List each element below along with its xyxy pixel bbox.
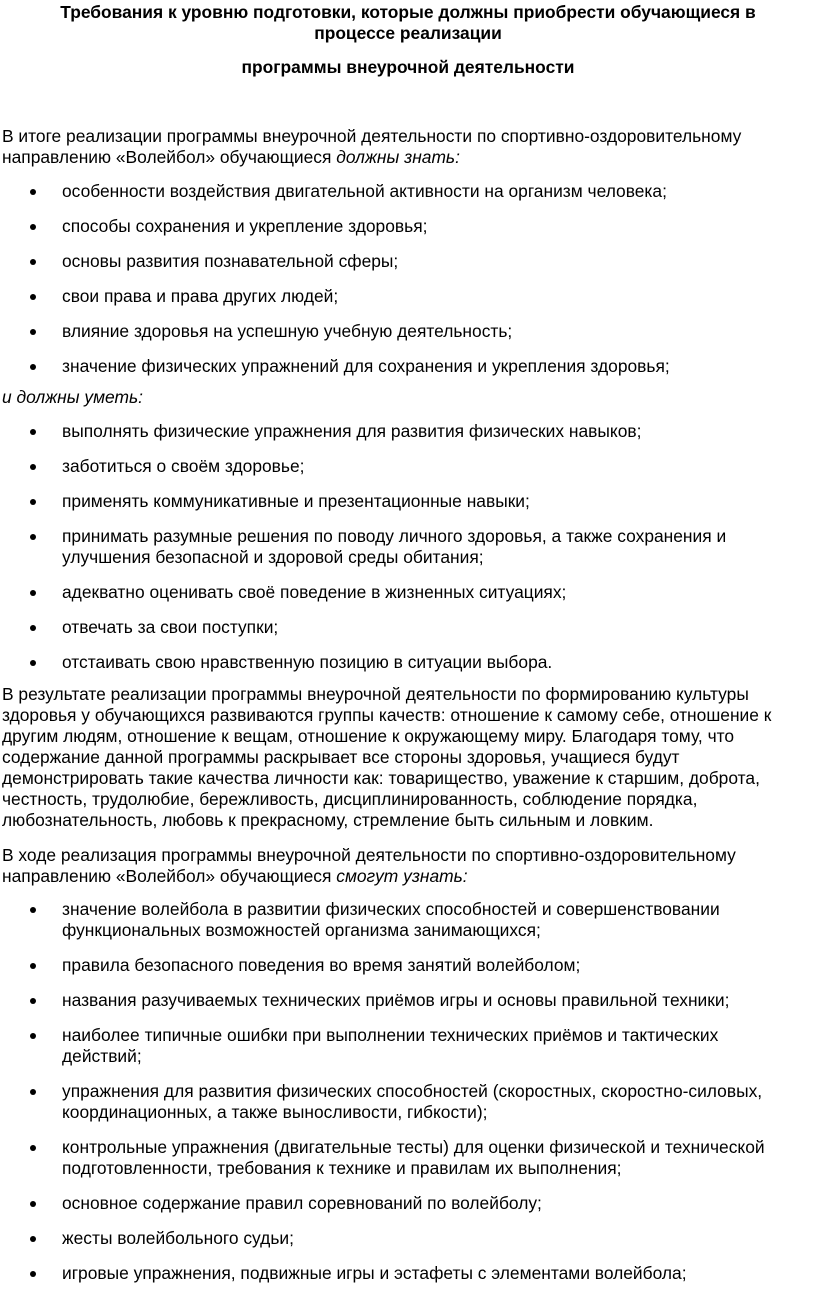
list-item-text: применять коммуникативные и презентационные навыки;: [62, 491, 530, 511]
list-item-text: жесты волейбольного судьи;: [62, 1228, 294, 1248]
bullet-icon: [30, 224, 36, 230]
bullet-icon: [30, 329, 36, 335]
list-item-text: свои права и права других людей;: [62, 286, 339, 306]
bullet-icon: [30, 660, 36, 666]
list-item: [0, 526, 816, 568]
list-item-text: способы сохранения и укрепление здоровья;: [62, 216, 428, 236]
list-item: [0, 899, 816, 941]
list-item: [0, 1193, 816, 1214]
list-item: [0, 251, 816, 272]
list-item-text: заботиться о своём здоровье;: [62, 456, 305, 476]
bullet-icon: [30, 590, 36, 596]
list-item-text: названия разучиваемых технических приёмов игры и основы правильной техники;: [62, 990, 730, 1010]
section2-intro: [0, 387, 816, 408]
list-item: [0, 1081, 816, 1123]
list-item: [0, 1025, 816, 1067]
list-item-text: контрольные упражнения (двигательные тесты) для оценки физической и технической подготовленности, требования к технике и правилам их выполнения;: [62, 1137, 765, 1178]
bullet-icon: [30, 625, 36, 631]
list-item-text: отстаивать свою нравственную позицию в ситуации выбора.: [62, 652, 553, 672]
list-item: [0, 491, 816, 512]
bullet-icon: [30, 499, 36, 505]
list-item: [0, 1137, 816, 1179]
bullet-icon: [30, 364, 36, 370]
list-item-text: адекватно оценивать своё поведение в жизненных ситуациях;: [62, 582, 567, 602]
bullet-icon: [30, 189, 36, 195]
list-item: [0, 181, 816, 202]
bullet-icon: [30, 963, 36, 969]
section2-intro-emphasis: и должны уметь:: [2, 387, 143, 407]
bullet-icon: [30, 1201, 36, 1207]
bullet-icon: [30, 534, 36, 540]
list-item: [0, 582, 816, 603]
list-item: [0, 356, 816, 377]
list-item: [0, 321, 816, 342]
bullet-icon: [30, 1236, 36, 1242]
bullet-icon: [30, 1033, 36, 1039]
list-item: [0, 216, 816, 237]
bullet-icon: [30, 907, 36, 913]
list-item-text: упражнения для развития физических способностей (скоростных, скоростно-силовых, координационных, а также выносливости, гибкости);: [62, 1081, 763, 1122]
section2-list: [0, 421, 816, 673]
bullet-icon: [30, 259, 36, 265]
list-item-text: значение физических упражнений для сохранения и укрепления здоровья;: [62, 356, 670, 376]
section1-intro: [0, 126, 816, 168]
bullet-icon: [30, 294, 36, 300]
list-item-text: отвечать за свои поступки;: [62, 617, 279, 637]
list-item: [0, 456, 816, 477]
list-item: [0, 652, 816, 673]
list-item-text: особенности воздействия двигательной активности на организм человека;: [62, 181, 667, 201]
list-item: [0, 617, 816, 638]
list-item: [0, 286, 816, 307]
document-subtitle: программы внеурочной деятельности: [241, 57, 575, 77]
bullet-icon: [30, 1089, 36, 1095]
bullet-icon: [30, 429, 36, 435]
list-item-text: основное содержание правил соревнований по волейболу;: [62, 1193, 542, 1213]
section1-intro-text: В итоге реализации программы внеурочной деятельности по спортивно-оздоровительному направлению «Волейбол» обучающиеся: [2, 126, 742, 167]
section1-list: [0, 181, 816, 377]
section1-intro-emphasis: должны знать:: [336, 147, 460, 167]
list-item: [0, 1263, 816, 1284]
section3-intro: [0, 845, 816, 887]
section3-list: [0, 899, 816, 1284]
document-title: Требования к уровню подготовки, которые должны приобрести обучающиеся в процессе реализации: [60, 2, 756, 43]
list-item-text: принимать разумные решения по поводу личного здоровья, а также сохранения и улучшения безопасной и здоровой среды обитания;: [62, 526, 727, 567]
bullet-icon: [30, 998, 36, 1004]
bullet-icon: [30, 464, 36, 470]
list-item-text: правила безопасного поведения во время занятий волейболом;: [62, 955, 581, 975]
list-item: [0, 421, 816, 442]
list-item-text: игровые упражнения, подвижные игры и эстафеты с элементами волейбола;: [62, 1263, 687, 1283]
list-item-text: наиболее типичные ошибки при выполнении технических приёмов и тактических действий;: [62, 1025, 719, 1066]
list-item-text: значение волейбола в развитии физических способностей и совершенствовании функциональных возможностей организма занимающихся;: [62, 899, 720, 940]
list-item-text: выполнять физические упражнения для развития физических навыков;: [62, 421, 642, 441]
section3-intro-text: В ходе реализация программы внеурочной деятельности по спортивно-оздоровительному направлению «Волейбол» обучающиеся: [2, 845, 736, 886]
list-item-text: влияние здоровья на успешную учебную деятельность;: [62, 321, 513, 341]
list-item: [0, 1228, 816, 1249]
section3-intro-emphasis: смогут узнать:: [336, 866, 468, 886]
list-item: [0, 990, 816, 1011]
bullet-icon: [30, 1271, 36, 1277]
results-paragraph: В результате реализации программы внеурочной деятельности по формированию культуры здоровья у обучающихся развиваются группы качеств: отношение к самому себе, отношение к другим людям, отношение к вещам, отношение к окружающему миру. Благодаря тому, что содержание данной программы раскрывает все стороны здоровья, учащиеся будут демонстрировать такие качества личности как: товарищество, уважение к старшим, доброта, честность, трудолюбие, бережливость, дисциплинированность, соблюдение порядка, любознательность, любовь к прекрасному, стремление быть сильным и ловким.: [2, 684, 772, 830]
list-item: [0, 955, 816, 976]
bullet-icon: [30, 1145, 36, 1151]
list-item-text: основы развития познавательной сферы;: [62, 251, 399, 271]
